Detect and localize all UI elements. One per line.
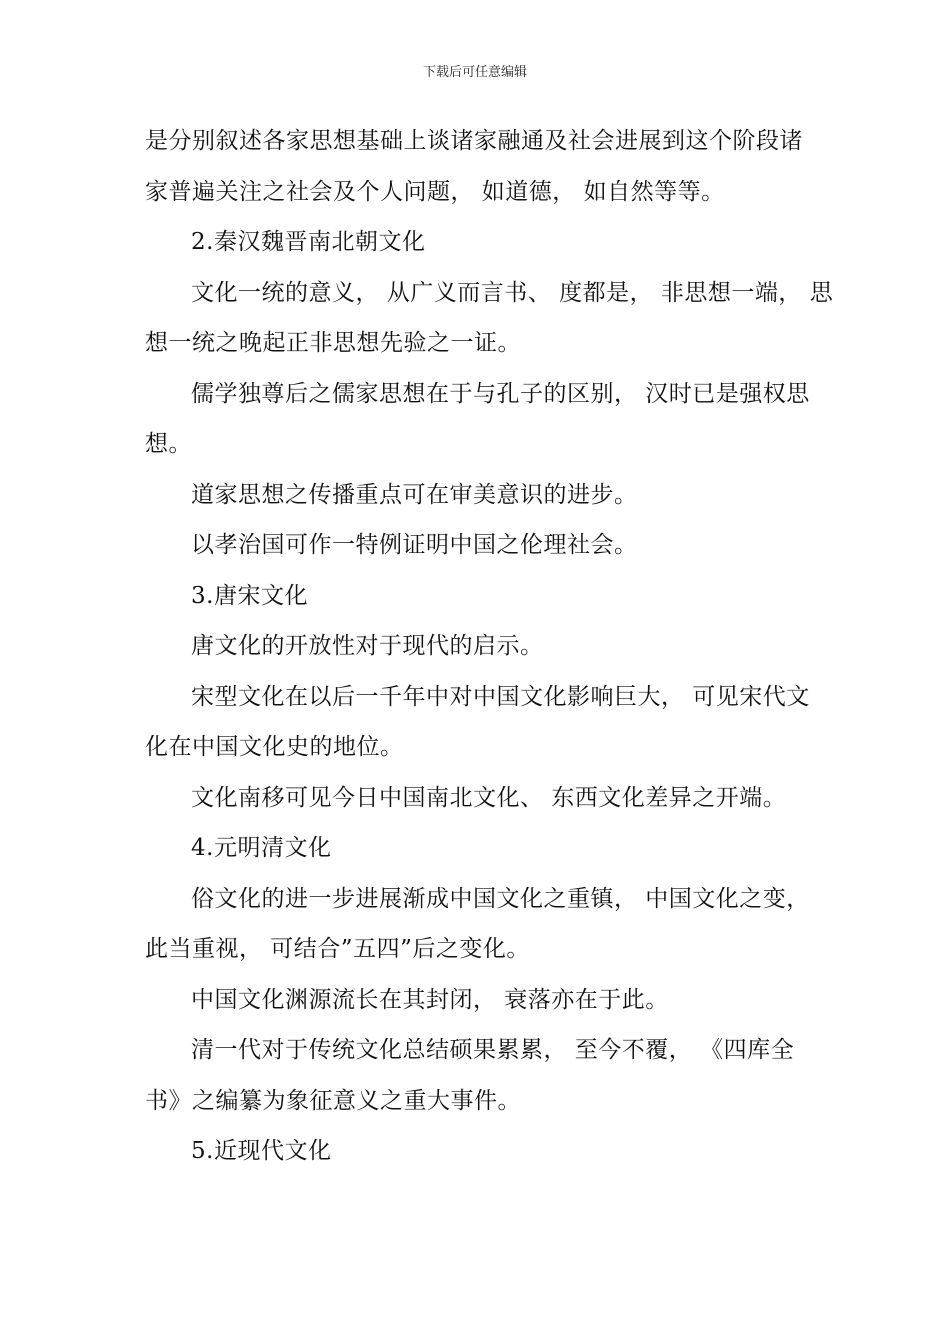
text-line-20: 书》之编纂为象征意义之重大事件。	[145, 1087, 521, 1114]
section-heading-3: 3.唐宋文化	[191, 582, 308, 609]
text-line-5: 想一统之晚起正非思想先验之一证。	[145, 330, 521, 356]
text-line-2: 家普遍关注之社会及个人问题， 如道德， 如自然等等。	[145, 178, 725, 205]
text-line-4: 文化一统的意义， 从广义而言书、 度都是， 非思想一端， 思	[191, 279, 834, 306]
text-line-8: 道家思想之传播重点可在审美意识的进步。	[191, 481, 638, 508]
text-line-14: 文化南移可见今日中国南北文化、 东西文化差异之开端。	[191, 784, 787, 811]
text-line-1: 是分别叙述各家思想基础上谈诸家融通及社会进展到这个阶段诸	[145, 128, 803, 154]
text-line-11: 唐文化的开放性对于现代的启示。	[191, 633, 544, 659]
text-line-18: 中国文化渊源流长在其封闭， 衰落亦在于此。	[191, 986, 669, 1013]
text-line-7: 想。	[145, 431, 192, 457]
document-body	[145, 116, 834, 1177]
section-heading-2: 2.秦汉魏晋南北朝文化	[191, 229, 426, 255]
section-heading-5: 5.近现代文化	[191, 1138, 332, 1164]
text-line-9: 以孝治国可作一特例证明中国之伦理社会。	[191, 532, 638, 558]
text-line-16: 俗文化的进一步进展渐成中国文化之重镇， 中国文化之变，	[191, 885, 810, 912]
text-line-12: 宋型文化在以后一千年中对中国文化影响巨大， 可见宋代文	[191, 683, 810, 710]
text-line-19: 清一代对于传统文化总结硕果累累， 至今不覆， 《四库全	[191, 1037, 795, 1063]
text-line-13: 化在中国文化史的地位。	[145, 734, 404, 760]
section-heading-4: 4.元明清文化	[191, 835, 332, 861]
text-line-17: 此当重视， 可结合”五四”后之变化。	[145, 936, 530, 962]
text-line-6: 儒学独尊后之儒家思想在于与孔子的区别， 汉时已是强权思	[191, 380, 810, 407]
page-header: 下载后可任意编辑	[422, 65, 527, 80]
